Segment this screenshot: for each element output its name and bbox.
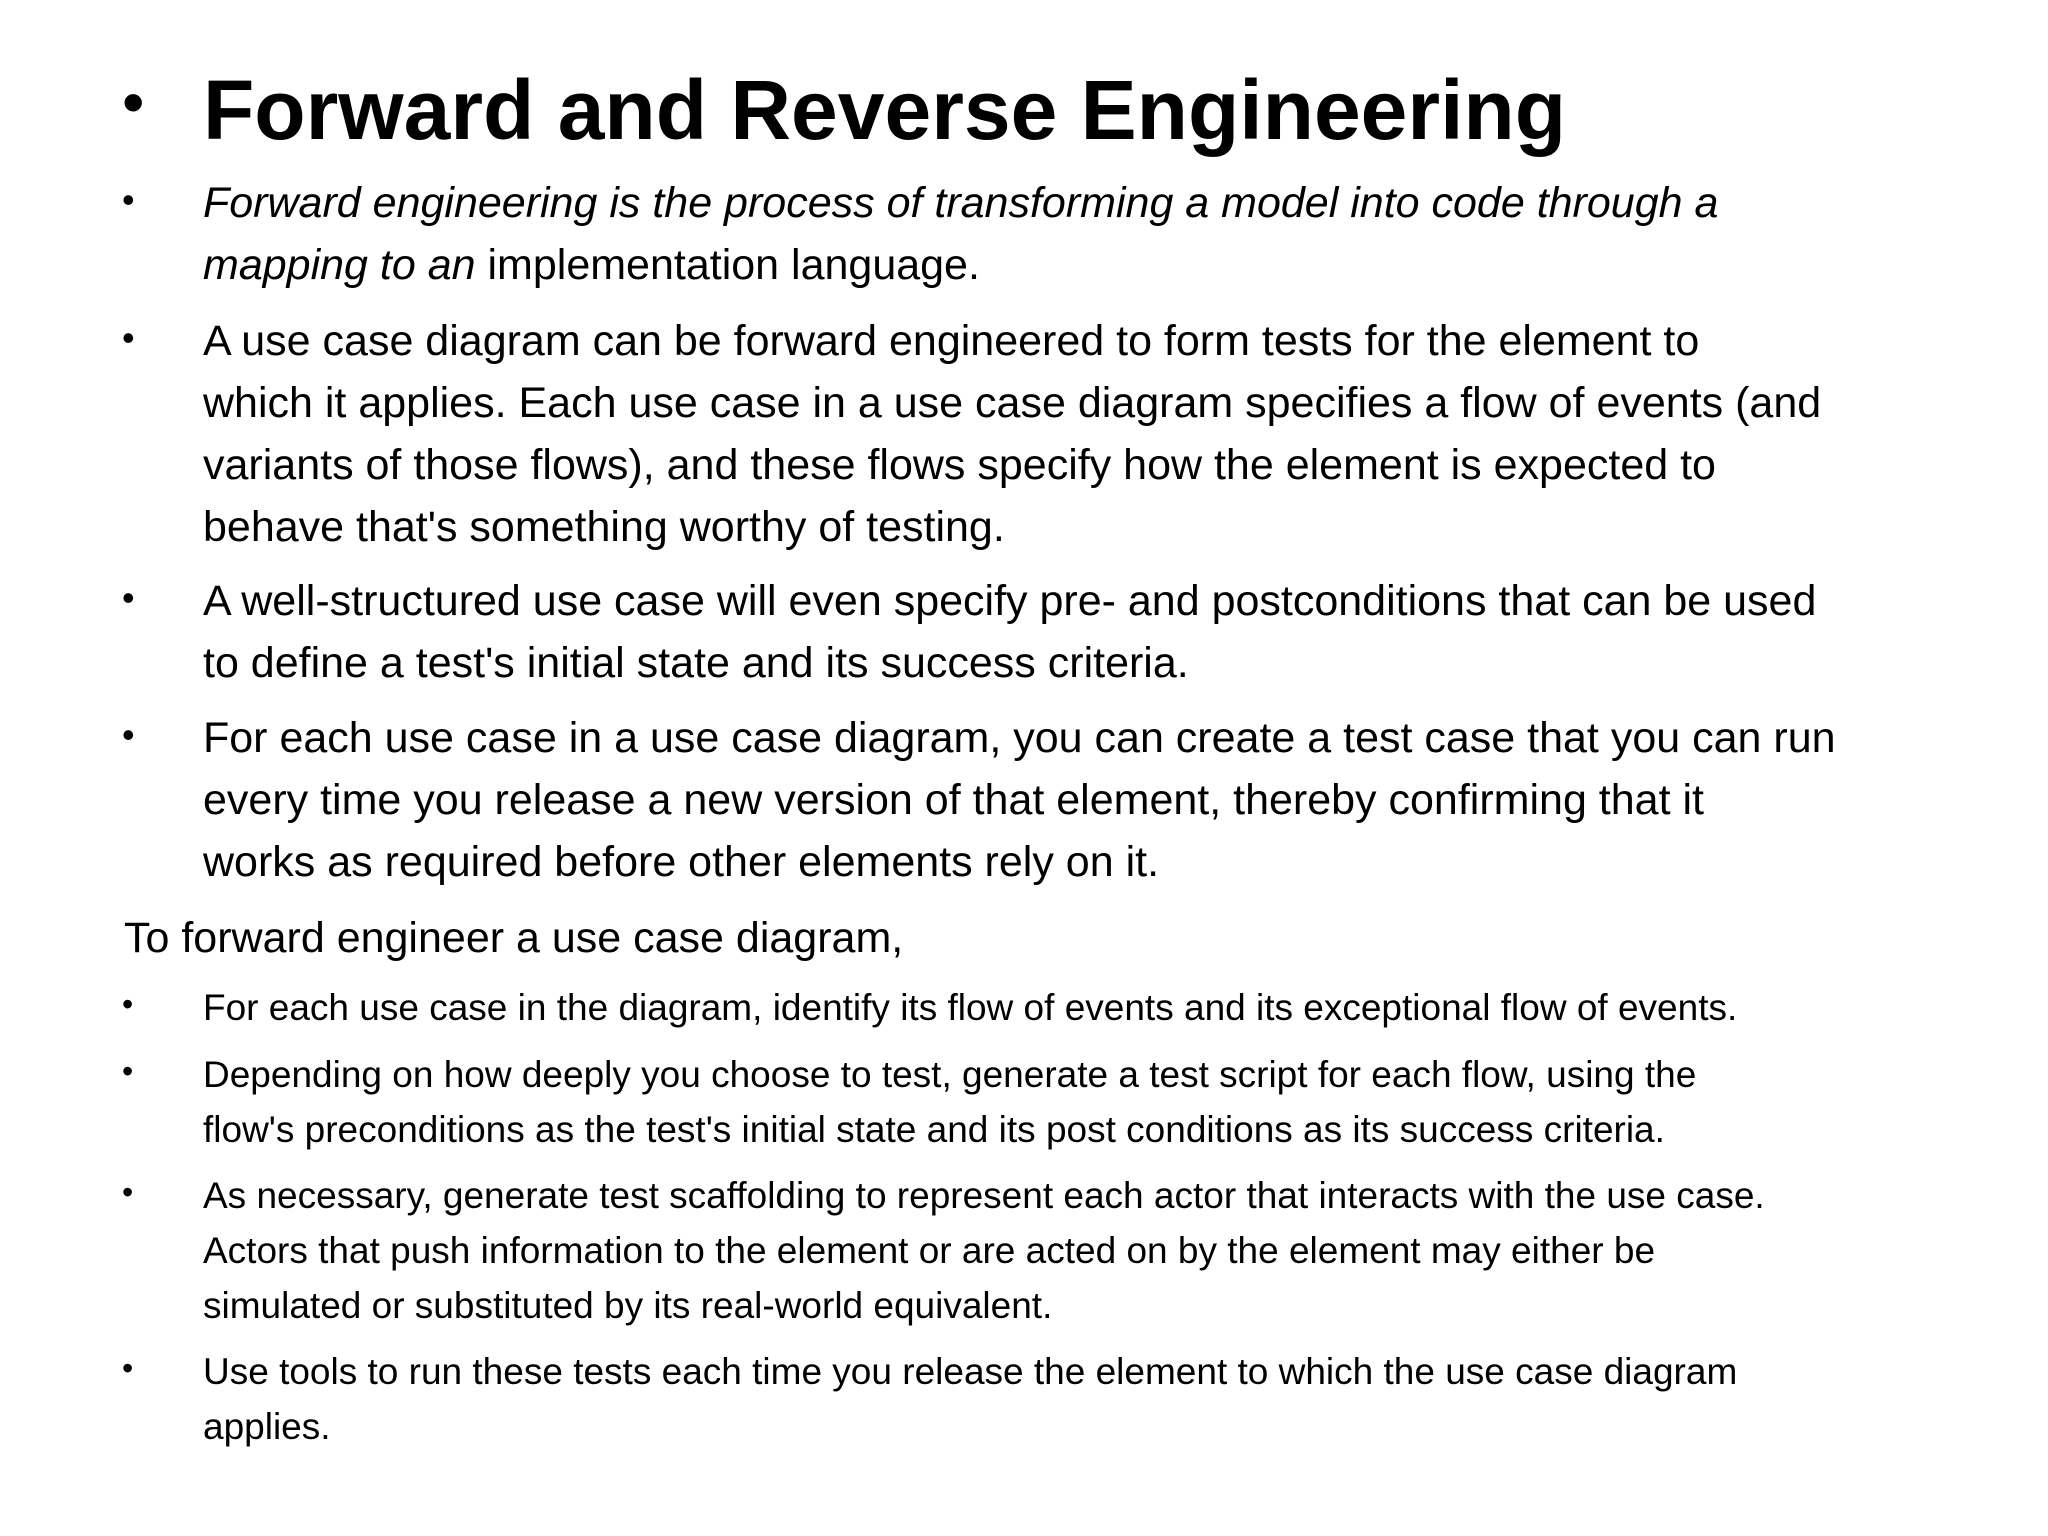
bullet-icon: •: [122, 986, 134, 1022]
point-line: works as required before other elements rely on it.: [203, 838, 1160, 886]
bullet-icon: •: [122, 66, 145, 138]
point-line: to define a test's initial state and its success criteria.: [203, 639, 1189, 687]
step-line: simulated or substituted by its real-world equivalent.: [203, 1285, 1053, 1326]
bullet-icon: •: [122, 714, 135, 755]
point-plain-fragment: implementation language.: [475, 241, 980, 289]
bullet-icon: •: [122, 317, 135, 358]
point-line: behave that's something worthy of testing.: [203, 503, 1005, 551]
point-text: [203, 707, 2003, 893]
step-line: Depending on how deeply you choose to test, generate a test script for each flow, using the: [203, 1054, 1697, 1095]
point-line: Forward engineering is the process of transforming a model into code through a: [203, 179, 1719, 227]
point-text: [203, 310, 2003, 558]
point-line: A well-structured use case will even specify pre- and postconditions that can be used: [203, 577, 1817, 625]
step-line: Actors that push information to the element or are acted on by the element may either be: [203, 1230, 1656, 1271]
step-line: For each use case in the diagram, identify its flow of events and its exceptional flow of events.: [203, 987, 1738, 1028]
step-text: [203, 1168, 2003, 1333]
step-line: As necessary, generate test scaffolding to represent each actor that interacts with the use case.: [203, 1175, 1765, 1216]
point-line: variants of those flows), and these flows specify how the element is expected to: [203, 441, 1716, 489]
point-text: [203, 172, 2003, 296]
steps-intro: To forward engineer a use case diagram,: [124, 914, 904, 962]
point-line: every time you release a new version of that element, thereby confirming that it: [203, 776, 1704, 824]
step-line: applies.: [203, 1406, 331, 1447]
bullet-icon: •: [122, 1174, 134, 1210]
point-line: which it applies. Each use case in a use case diagram specifies a flow of events (and: [203, 379, 1822, 427]
step-text: [203, 980, 2003, 1035]
bullet-icon: •: [122, 577, 135, 618]
point-text: [203, 570, 2003, 694]
slide-title: Forward and Reverse Engineering: [203, 63, 1567, 157]
step-text: [203, 1047, 2003, 1157]
bullet-icon: •: [122, 179, 135, 220]
step-line: Use tools to run these tests each time you release the element to which the use case diagram: [203, 1351, 1738, 1392]
step-line: flow's preconditions as the test's initial state and its post conditions as its success criteria.: [203, 1109, 1665, 1150]
bullet-icon: •: [122, 1053, 134, 1089]
point-line: For each use case in a use case diagram, you can create a test case that you can run: [203, 714, 1836, 762]
point-line: [203, 234, 2003, 296]
point-line: A use case diagram can be forward engineered to form tests for the element to: [203, 317, 1700, 365]
step-text: [203, 1344, 2003, 1454]
point-italic-fragment: mapping to an: [203, 241, 476, 289]
bullet-icon: •: [122, 1350, 134, 1386]
